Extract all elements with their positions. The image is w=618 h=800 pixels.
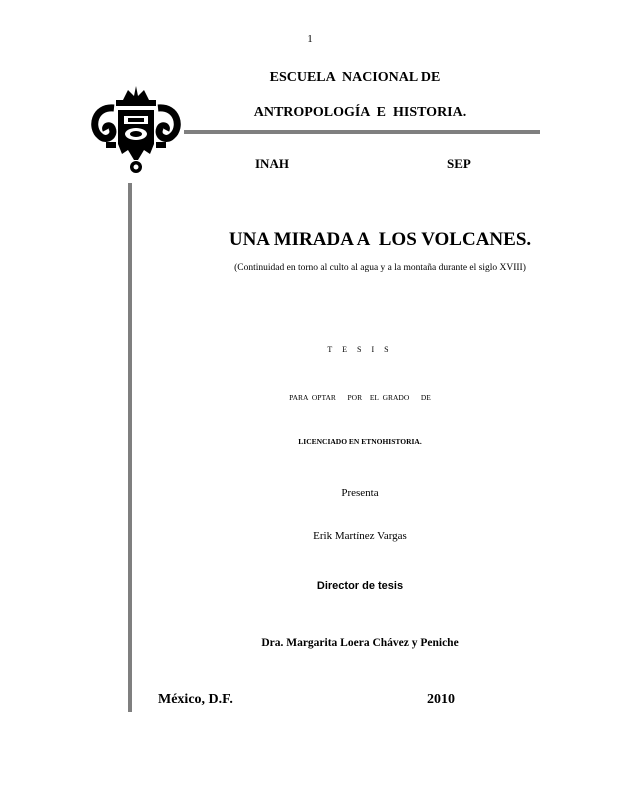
thesis-subtitle: (Continuidad en torno al culto al agua y a la montaña durante el siglo XVIII): [234, 263, 526, 273]
year-text: 2010: [427, 692, 455, 707]
institution-sep: SEP: [447, 156, 471, 171]
institution-inah: INAH: [255, 156, 289, 171]
school-name-line2: ANTROPOLOGÍA E HISTORIA.: [253, 105, 467, 120]
director-name: Dra. Margarita Loera Chávez y Peniche: [261, 637, 459, 649]
place-text: México, D.F.: [158, 692, 233, 707]
inah-logo-icon: [88, 84, 184, 176]
para-optar-text: PARA OPTAR POR EL GRADO DE: [289, 393, 431, 402]
horizontal-rule: [184, 130, 540, 134]
thesis-title: UNA MIRADA A LOS VOLCANES.: [228, 229, 532, 250]
author-name: Erik Martínez Vargas: [313, 530, 407, 542]
thesis-type: T E S I S: [327, 345, 393, 354]
school-name-line1: ESCUELA NACIONAL DE: [269, 70, 441, 85]
presenta-label: Presenta: [341, 487, 379, 499]
director-label: Director de tesis: [316, 580, 404, 592]
degree-name: LICENCIADO EN ETNOHISTORIA.: [298, 437, 422, 446]
page-number: 1: [307, 33, 313, 45]
vertical-rule: [128, 183, 132, 712]
